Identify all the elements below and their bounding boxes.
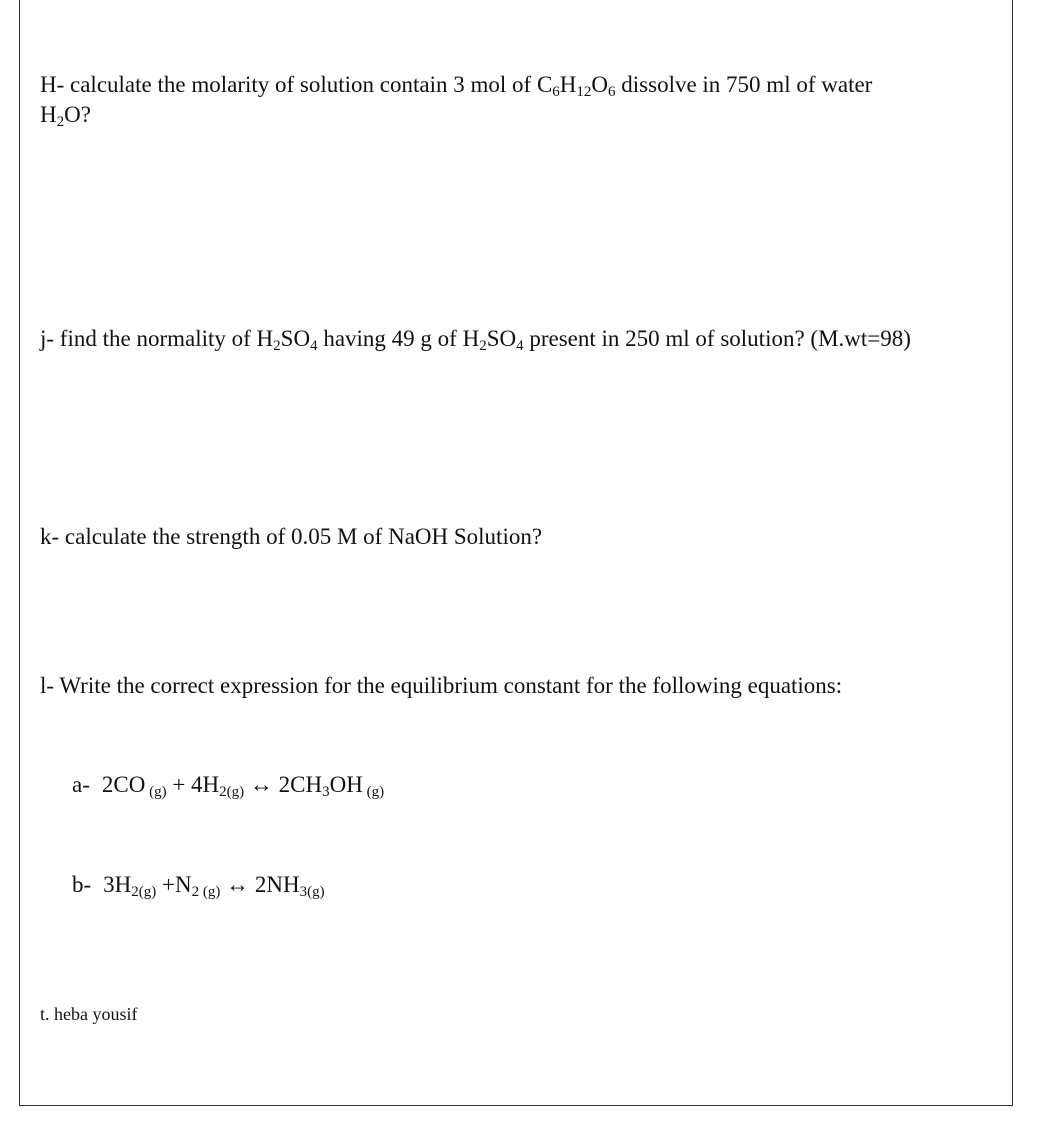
equation-term: 2CH: [278, 772, 323, 797]
equilibrium-arrow-icon: ↔: [220, 872, 255, 897]
question-h-line2: [40, 100, 91, 129]
question-l: l- Write the correct expression for the equilibrium constant for the following equations:: [40, 673, 843, 698]
formula-subscript: 4: [516, 338, 524, 354]
equation-label: b-: [72, 872, 92, 897]
equation-term: + 4H: [166, 772, 220, 797]
question-h-line1: [40, 70, 872, 99]
equation-term: 2NH: [254, 872, 300, 897]
question-j: [40, 324, 911, 353]
formula-subscript: 2: [479, 338, 487, 354]
equation-term: +N: [156, 872, 192, 897]
question-h-text: H- calculate the molarity of solution contain 3 mol of: [40, 72, 537, 97]
state-symbol: (g): [138, 884, 157, 900]
formula-element: H: [40, 102, 57, 127]
formula-element: H: [559, 72, 577, 97]
equation-term: OH: [329, 772, 363, 797]
formula-subscript: 6: [552, 84, 560, 100]
state-symbol: (g): [307, 884, 325, 900]
question-h-line2-tail: O?: [64, 102, 91, 127]
author-signature: t. heba yousif: [40, 1004, 138, 1024]
question-k: k- calculate the strength of 0.05 M of NaOH Solution?: [40, 524, 543, 549]
question-j-part: present in 250 ml of solution? (M.wt=98): [523, 326, 911, 351]
equation-term: 3H: [103, 872, 132, 897]
formula-subscript: 2: [56, 114, 65, 130]
state-symbol: (g): [362, 784, 385, 800]
equation-term: 2CO: [101, 772, 146, 797]
formula-subscript: 3: [299, 884, 308, 900]
formula-subscript: 2: [273, 338, 281, 354]
equation-b: [72, 870, 325, 899]
equation-a: [72, 770, 384, 799]
equation-label: a-: [72, 772, 90, 797]
question-h-tail: dissolve in 750 ml of water: [615, 72, 873, 97]
formula-subscript: 2: [191, 884, 200, 900]
question-j-part: having 49 g of H: [317, 326, 480, 351]
equilibrium-arrow-icon: ↔: [244, 772, 279, 797]
formula-subscript: 2: [131, 884, 139, 900]
question-j-part: SO: [486, 326, 517, 351]
state-symbol: (g): [199, 884, 221, 900]
formula-subscript: 2: [219, 784, 227, 800]
formula-subscript: 6: [608, 84, 616, 100]
formula-subscript: 3: [322, 784, 330, 800]
formula-element: C: [536, 72, 553, 97]
question-j-part: j- find the normality of H: [40, 326, 274, 351]
formula-subscript: 12: [576, 84, 592, 100]
formula-subscript: 4: [310, 338, 318, 354]
state-symbol: (g): [226, 784, 245, 800]
state-symbol: (g): [145, 784, 167, 800]
question-j-part: SO: [280, 326, 311, 351]
formula-element: O: [591, 72, 609, 97]
page-border: [19, 0, 1013, 1106]
